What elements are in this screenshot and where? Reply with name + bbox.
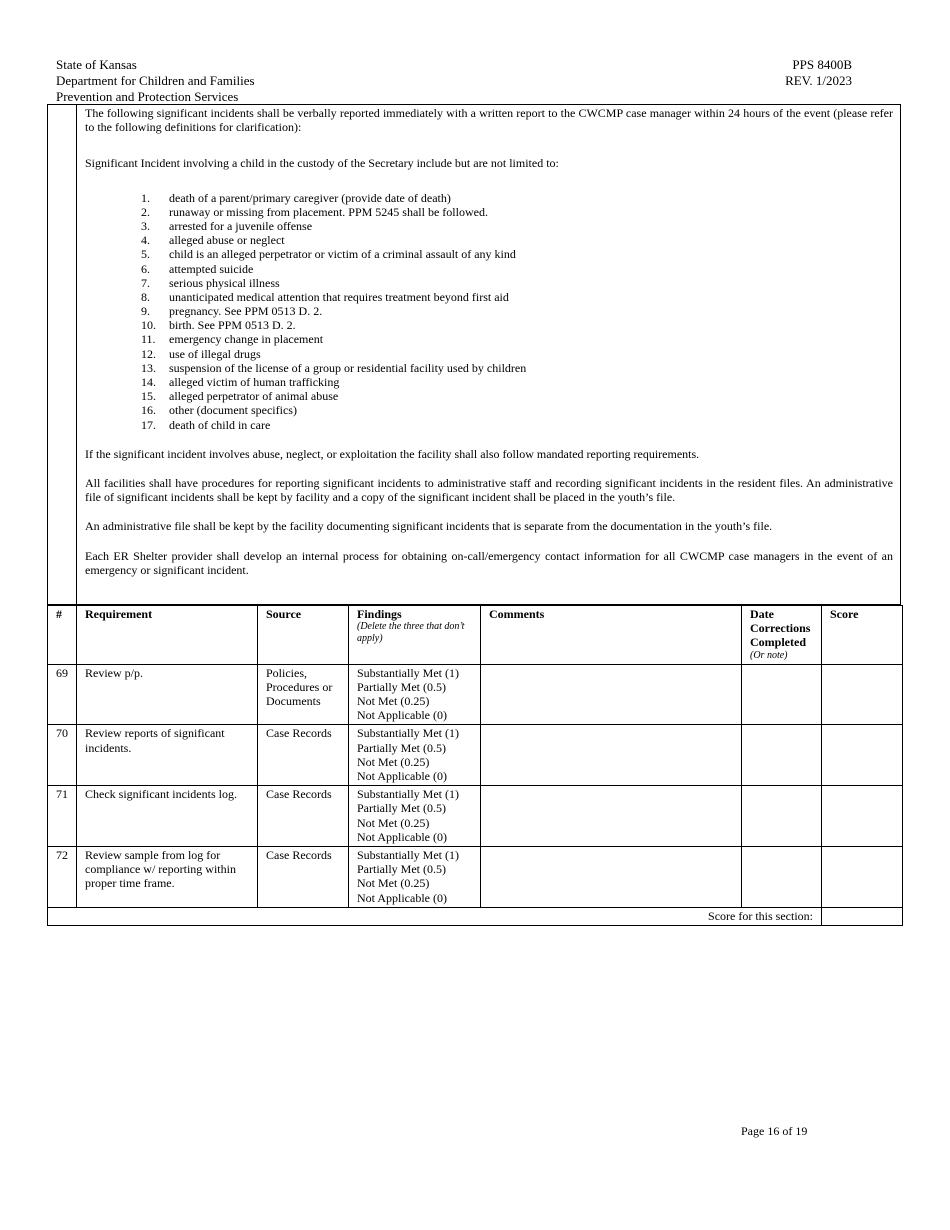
row-number: 72	[48, 847, 77, 908]
section-score-cell[interactable]	[822, 907, 903, 925]
header-agency	[56, 57, 255, 105]
intro-paragraph-er-shelter: Each ER Shelter provider shall develop an internal process for obtaining on-call/emergency contact information for all CWCMP case managers in the event of an emergency or significant incident.	[85, 548, 893, 577]
row-score-cell[interactable]	[822, 725, 903, 786]
row-comments-cell[interactable]	[481, 786, 742, 847]
row-requirement: Review p/p.	[77, 664, 258, 725]
intro-paragraph-definition: Significant Incident involving a child in the custody of the Secretary include but are not limited to:	[85, 156, 559, 171]
incident-item	[85, 191, 893, 205]
incident-text: arrested for a juvenile offense	[169, 218, 313, 233]
header-source: Source	[258, 606, 349, 665]
incident-number: 11.	[141, 332, 156, 347]
incident-text: serious physical illness	[169, 275, 280, 290]
incident-number: 14.	[141, 375, 156, 390]
incident-text: unanticipated medical attention that requires treatment beyond first aid	[169, 289, 509, 304]
incident-text: alleged perpetrator of animal abuse	[169, 389, 339, 404]
incident-number: 3.	[141, 218, 150, 233]
incident-number: 16.	[141, 403, 156, 418]
row-comments-cell[interactable]	[481, 847, 742, 908]
row-comments-cell[interactable]	[481, 664, 742, 725]
incident-number: 6.	[141, 261, 150, 276]
row-source: Case Records	[258, 786, 349, 847]
intro-gutter	[48, 105, 77, 604]
header-findings-note: (Delete the three that don’t apply)	[357, 621, 465, 645]
incident-item	[85, 418, 893, 432]
incident-item	[85, 375, 893, 389]
finding-option: Not Met (0.25)	[357, 815, 430, 830]
row-findings[interactable]	[349, 664, 481, 725]
page-number: Page 16 of 19	[741, 1124, 808, 1138]
row-source: Case Records	[258, 847, 349, 908]
incident-text: death of a parent/primary caregiver (provide date of death)	[169, 190, 451, 205]
intro-body	[85, 106, 893, 577]
intro-paragraph-mandated: If the significant incident involves abuse, neglect, or exploitation the facility shall also follow mandated reporting requirements.	[85, 446, 700, 461]
header-division: Prevention and Protection Services	[56, 89, 239, 104]
intro-paragraph-admin-file: An administrative file shall be kept by the facility documenting significant incidents that is separate from the documentation in the youth’s file.	[85, 519, 773, 534]
row-requirement: Review reports of significant incidents.	[77, 725, 258, 786]
table-row	[48, 847, 903, 908]
row-source: Case Records	[258, 725, 349, 786]
incident-number: 10.	[141, 318, 156, 333]
incident-text: alleged victim of human trafficking	[169, 375, 340, 390]
row-findings[interactable]	[349, 847, 481, 908]
incident-item	[85, 389, 893, 403]
header-findings	[349, 606, 481, 665]
table-row	[48, 725, 903, 786]
header-form-number: PPS 8400B	[792, 57, 852, 72]
incident-text: suspension of the license of a group or residential facility used by children	[169, 360, 527, 375]
incident-text: other (document specifics)	[169, 403, 297, 418]
incident-item	[85, 347, 893, 361]
incident-number: 7.	[141, 275, 150, 290]
score-row	[48, 907, 903, 925]
row-findings[interactable]	[349, 725, 481, 786]
incident-item	[85, 205, 893, 219]
incident-number: 15.	[141, 389, 156, 404]
incident-item	[85, 361, 893, 375]
incident-text: child is an alleged perpetrator or victim of a criminal assault of any kind	[169, 247, 516, 262]
finding-option: Substantially Met (1)	[357, 787, 459, 802]
finding-option: Partially Met (0.5)	[357, 862, 446, 877]
requirements-table	[47, 605, 903, 926]
incident-number: 8.	[141, 289, 150, 304]
finding-option: Not Met (0.25)	[357, 754, 430, 769]
finding-option: Not Applicable (0)	[357, 890, 447, 905]
finding-option: Not Met (0.25)	[357, 876, 430, 891]
incident-text: alleged abuse or neglect	[169, 233, 285, 248]
finding-option: Not Applicable (0)	[357, 708, 447, 723]
finding-option: Not Applicable (0)	[357, 829, 447, 844]
header-requirement: Requirement	[77, 606, 258, 665]
header-form-id	[785, 57, 852, 89]
incident-text: runaway or missing from placement. PPM 5245 shall be followed.	[169, 204, 488, 219]
row-comments-cell[interactable]	[481, 725, 742, 786]
incident-number: 12.	[141, 346, 156, 361]
finding-option: Substantially Met (1)	[357, 665, 459, 680]
incident-item	[85, 247, 893, 261]
row-score-cell[interactable]	[822, 786, 903, 847]
incident-number: 17.	[141, 417, 156, 432]
incident-text: death of child in care	[169, 417, 271, 432]
table-row	[48, 664, 903, 725]
row-date-cell[interactable]	[742, 725, 822, 786]
score-label: Score for this section:	[48, 907, 822, 925]
header-department: Department for Children and Families	[56, 73, 255, 88]
row-number: 69	[48, 664, 77, 725]
incident-number: 9.	[141, 304, 150, 319]
intro-paragraph-procedures: All facilities shall have procedures for reporting significant incidents to administrative staff and recording significant incidents in the resident files. An administrative file of significant incidents shall be kept by facility and a copy of the significant incident shall be placed in the youth’s file.	[85, 476, 893, 505]
incident-number: 2.	[141, 204, 150, 219]
incident-item	[85, 262, 893, 276]
incident-list	[85, 191, 893, 432]
incident-text: attempted suicide	[169, 261, 254, 276]
incident-item	[85, 332, 893, 346]
row-findings[interactable]	[349, 786, 481, 847]
table-row	[48, 786, 903, 847]
finding-option: Not Applicable (0)	[357, 769, 447, 784]
incident-number: 4.	[141, 233, 150, 248]
intro-paragraph-reporting: The following significant incidents shall be verbally reported immediately with a written report to the CWCMP case manager within 24 hours of the event (please refer to the following definitions for clarification):	[85, 106, 893, 135]
finding-option: Substantially Met (1)	[357, 848, 459, 863]
incident-item	[85, 219, 893, 233]
intro-box	[47, 104, 901, 605]
incident-item	[85, 276, 893, 290]
row-source: Policies, Procedures or Documents	[258, 664, 349, 725]
row-date-cell[interactable]	[742, 847, 822, 908]
finding-option: Not Met (0.25)	[357, 694, 430, 709]
row-score-cell[interactable]	[822, 847, 903, 908]
header-state: State of Kansas	[56, 57, 137, 72]
row-date-cell[interactable]	[742, 786, 822, 847]
finding-option: Substantially Met (1)	[357, 726, 459, 741]
header-findings-label: Findings	[357, 607, 402, 621]
incident-item	[85, 318, 893, 332]
header-number: #	[48, 606, 77, 665]
finding-option: Partially Met (0.5)	[357, 801, 446, 816]
header-revision: REV. 1/2023	[785, 73, 852, 88]
incident-number: 1.	[141, 190, 150, 205]
incident-number: 5.	[141, 247, 150, 262]
row-requirement: Review sample from log for compliance w/ reporting within proper time frame.	[77, 847, 258, 908]
header-date	[742, 606, 822, 665]
incident-text: emergency change in placement	[169, 332, 324, 347]
row-requirement: Check significant incidents log.	[77, 786, 258, 847]
finding-option: Partially Met (0.5)	[357, 679, 446, 694]
incident-item	[85, 233, 893, 247]
incident-text: birth. See PPM 0513 D. 2.	[169, 318, 296, 333]
header-score: Score	[822, 606, 903, 665]
row-number: 71	[48, 786, 77, 847]
header-comments: Comments	[481, 606, 742, 665]
row-date-cell[interactable]	[742, 664, 822, 725]
incident-text: pregnancy. See PPM 0513 D. 2.	[169, 304, 323, 319]
incident-item	[85, 290, 893, 304]
requirements-body	[48, 664, 903, 907]
finding-option: Partially Met (0.5)	[357, 740, 446, 755]
incident-item	[85, 403, 893, 417]
incident-number: 13.	[141, 360, 156, 375]
incident-item	[85, 304, 893, 318]
row-number: 70	[48, 725, 77, 786]
incident-text: use of illegal drugs	[169, 346, 261, 361]
table-header-row	[48, 606, 903, 665]
header-date-note: (Or note)	[750, 649, 788, 661]
row-score-cell[interactable]	[822, 664, 903, 725]
header-date-label: Date Corrections Completed	[750, 607, 811, 650]
